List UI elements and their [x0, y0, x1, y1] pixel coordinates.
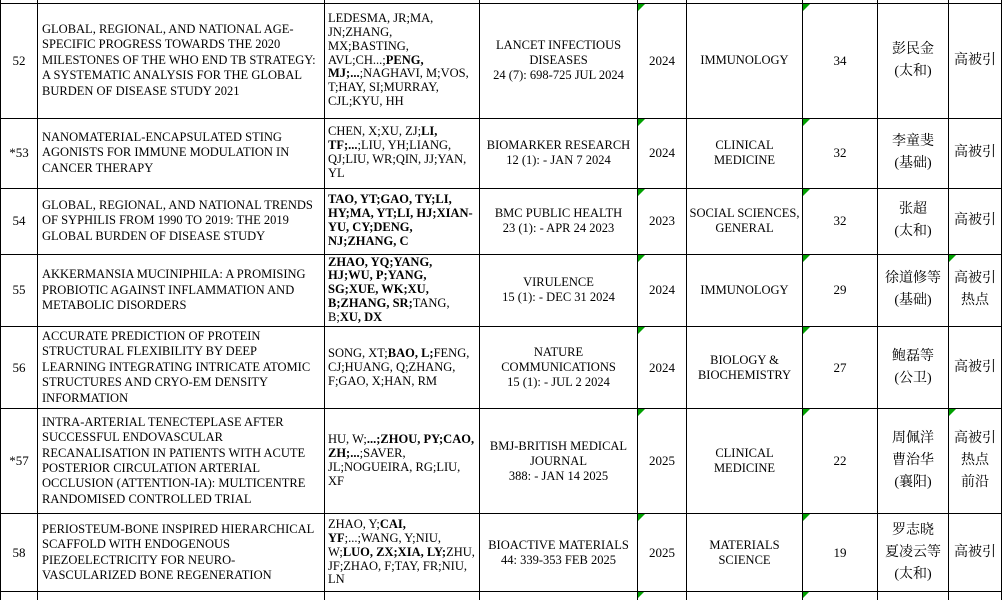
year-cell[interactable]: [638, 3, 687, 118]
journal-issue-info: 44: 339-353 FEB 2025: [501, 552, 616, 567]
row-number-cell[interactable]: [1, 327, 38, 409]
chinese-name-line: 罗志晓: [892, 522, 934, 538]
author-segment: ;...;WANG, Y;NIU, W;: [328, 530, 441, 559]
category-cell[interactable]: [687, 327, 803, 409]
esi-tag-line: 高被引: [954, 145, 996, 160]
author-segment: ;SAVER, JL;NOGUEIRA, RG;LIU, XF: [328, 446, 461, 488]
journal-name: LANCET INFECTIOUS DISEASES: [495, 38, 622, 67]
row-number: 54: [12, 213, 26, 228]
partial-cell: [325, 592, 480, 600]
authors-cell[interactable]: [325, 254, 480, 327]
cell-error-marker-icon: [638, 119, 645, 126]
row-number-cell[interactable]: [1, 3, 38, 118]
partial-cell: [638, 592, 687, 600]
chinese-name-cell[interactable]: [878, 188, 949, 254]
partial-cell: [38, 592, 325, 600]
publication-year: 2025: [649, 544, 675, 560]
chinese-name-cell[interactable]: [878, 118, 949, 188]
partial-cell: [949, 592, 1002, 600]
journal-issue-info: 24 (7): 698-725 JUL 2024: [493, 68, 624, 82]
category-cell[interactable]: [687, 188, 803, 254]
citation-count: 32: [833, 213, 847, 228]
esi-tag-line: 热点: [961, 293, 989, 309]
esi-tag-line: 高被引: [954, 213, 996, 228]
esi-tag-line: 高被引: [954, 544, 996, 560]
row-number: *57: [9, 453, 29, 469]
chinese-name-line: (太和): [894, 63, 932, 79]
author-segment: LEDESMA, JR;MA, JN;ZHANG, MX;BASTING, AVL;CH...;: [328, 10, 434, 67]
subject-category: MATERIALS SCIENCE: [709, 537, 780, 567]
paper-title: GLOBAL, REGIONAL, AND NATIONAL TRENDS OF SYPHILIS FROM 1990 TO 2019: THE 2019 GLOBAL BURDEN OF DISEASE STUDY: [42, 197, 313, 243]
author-segment: SONG, XT;: [328, 345, 388, 360]
chinese-name-line: 曹治华: [892, 453, 934, 469]
subject-category: BIOLOGY & BIOCHEMISTRY: [697, 352, 792, 382]
journal-name: NATURE COMMUNICATIONS: [501, 345, 616, 375]
partial-cell: [1, 592, 38, 600]
row-number-cell[interactable]: [1, 514, 38, 592]
row-number-cell[interactable]: [1, 188, 38, 254]
cell-error-marker-icon: [638, 592, 644, 598]
partial-row: [1, 592, 1002, 600]
chinese-name-line: 夏凌云等: [885, 544, 941, 560]
journal-cell[interactable]: [480, 254, 638, 327]
chinese-name-cell[interactable]: [878, 409, 949, 514]
subject-category: IMMUNOLOGY: [700, 53, 789, 67]
journal-issue-info: 15 (1): - DEC 31 2024: [502, 290, 615, 305]
esi-tag-cell[interactable]: [949, 514, 1002, 592]
cell-error-marker-icon: [638, 4, 645, 11]
cell-error-marker-icon: [803, 4, 810, 11]
author-segment: ...;ZHOU, PY;CAO, ZH;...: [328, 432, 475, 461]
partial-cell: [480, 592, 638, 600]
citations-cell[interactable]: [803, 327, 878, 409]
subject-category: CLINICAL MEDICINE: [713, 446, 776, 476]
journal-cell[interactable]: [480, 188, 638, 254]
journal-cell[interactable]: [480, 3, 638, 118]
cell-error-marker-icon: [803, 189, 810, 196]
title-cell[interactable]: [38, 409, 325, 514]
chinese-name-cell[interactable]: [878, 327, 949, 409]
journal-name: VIRULENCE: [523, 275, 594, 290]
citation-count: 22: [833, 453, 847, 469]
citation-count: 32: [833, 145, 847, 160]
chinese-name-line: (基础): [894, 293, 932, 309]
citation-count: 34: [833, 52, 847, 68]
author-segment: TAO, YT;GAO, TY;LI, HY;MA, YT;LI, HJ;XIAN-YU, CY;DENG, NJ;ZHANG, C: [328, 192, 473, 248]
row-number: 52: [12, 52, 26, 68]
journal-cell[interactable]: [480, 118, 638, 188]
citations-cell[interactable]: [803, 514, 878, 592]
journal-name: BIOACTIVE MATERIALS: [488, 537, 629, 552]
paper-title: GLOBAL, REGIONAL, AND NATIONAL AGE-SPECIFIC PROGRESS TOWARDS THE 2020 MILESTONES OF THE WHO END TB STRATEGY: A SYSTEMATIC ANALYSIS FOR THE GLOBAL BURDEN OF DISEASE STUDY 2021: [42, 21, 316, 98]
publication-year: 2024: [649, 145, 675, 160]
chinese-name-line: 徐道修等: [885, 271, 941, 287]
partial-cell: [687, 592, 803, 600]
cell-error-marker-icon: [638, 514, 645, 521]
cell-error-marker-icon: [949, 255, 956, 262]
cell-error-marker-icon: [803, 327, 810, 334]
table-row: [1, 514, 1002, 592]
title-cell[interactable]: [38, 118, 325, 188]
author-segment: CHEN, X;XU, ZJ;: [328, 124, 422, 139]
author-segment: ;NAGHAVI, M;VOS, T;HAY, SI;MURRAY, CJL;KYU, HH: [328, 66, 469, 109]
category-cell[interactable]: [687, 254, 803, 327]
row-number-cell[interactable]: [1, 118, 38, 188]
cell-error-marker-icon: [638, 409, 645, 416]
table-row: [1, 409, 1002, 514]
category-cell[interactable]: [687, 118, 803, 188]
year-cell[interactable]: [638, 514, 687, 592]
title-cell[interactable]: [38, 3, 325, 118]
esi-tag-cell[interactable]: [949, 188, 1002, 254]
journal-name: BIOMARKER RESEARCH: [486, 138, 631, 152]
table-row: [1, 3, 1002, 118]
title-cell[interactable]: [38, 188, 325, 254]
author-segment: XU, DX: [339, 310, 383, 325]
chinese-name-cell[interactable]: [878, 254, 949, 327]
esi-tag-line: 高被引: [954, 52, 996, 68]
authors-cell[interactable]: [325, 188, 480, 254]
paper-title: AKKERMANSIA MUCINIPHILA: A PROMISING PROBIOTIC AGAINST INFLAMMATION AND METABOLIC DISORDERS: [42, 267, 306, 312]
esi-tag-cell[interactable]: [949, 118, 1002, 188]
category-cell[interactable]: [687, 514, 803, 592]
chinese-name-line: 鲍磊等: [892, 348, 934, 364]
row-number: 56: [12, 359, 26, 375]
title-cell[interactable]: [38, 327, 325, 409]
citations-cell[interactable]: [803, 188, 878, 254]
paper-title: INTRA-ARTERIAL TENECTEPLASE AFTER SUCCESSFUL ENDOVASCULAR RECANALISATION IN PATIENTS WITH ACUTE POSTERIOR CIRCULATION ARTERIAL OCCLUSION (ATTENTION-IA): MULTICENTRE RANDOMISED CONTROLLED TRIAL: [42, 414, 306, 506]
author-segment: BAO, L;: [387, 345, 434, 360]
citations-cell[interactable]: [803, 254, 878, 327]
cell-error-marker-icon: [803, 409, 810, 416]
author-segment: FENG, CJ;HUANG, Q;ZHANG, F;GAO, X;HAN, RM: [328, 345, 470, 388]
esi-tag-cell[interactable]: [949, 254, 1002, 327]
chinese-name-line: (基础): [894, 156, 932, 171]
row-number: 58: [12, 544, 26, 560]
title-cell[interactable]: [38, 254, 325, 327]
row-number-cell[interactable]: [1, 254, 38, 327]
author-segment: ;LIU, YH;LIANG, QJ;LIU, WR;QIN, JJ;YAN, YL: [328, 138, 467, 180]
authors-cell[interactable]: [325, 3, 480, 118]
chinese-name-line: 李童斐: [892, 134, 934, 149]
year-cell[interactable]: [638, 327, 687, 409]
partial-cell: [803, 592, 878, 600]
journal-cell[interactable]: [480, 514, 638, 592]
cell-error-marker-icon: [803, 514, 810, 521]
table-row: [1, 188, 1002, 254]
journal-cell[interactable]: [480, 327, 638, 409]
author-segment: ZHAO, YQ;YANG, HJ;WU, P;YANG, SG;XUE, WK;XU, B;ZHANG, SR;: [328, 254, 433, 311]
journal-issue-info: 15 (1): - JUL 2 2024: [507, 375, 610, 390]
publication-year: 2023: [649, 213, 675, 228]
author-segment: LUO, ZX;XIA, LY;: [342, 544, 447, 559]
journal-issue-info: 388: - JAN 14 2025: [508, 468, 609, 483]
author-segment: TANG, B;: [328, 296, 450, 325]
authors-cell[interactable]: [325, 514, 480, 592]
publication-year: 2024: [649, 282, 675, 298]
table-row: [1, 254, 1002, 327]
chinese-name-line: 周佩洋: [892, 431, 934, 447]
title-cell[interactable]: [38, 514, 325, 592]
citation-count: 19: [833, 544, 847, 560]
row-number: 55: [12, 282, 26, 298]
author-segment: LI, TF;...: [328, 124, 438, 153]
cell-error-marker-icon: [638, 255, 645, 262]
esi-tag-line: 热点: [961, 453, 989, 469]
esi-tag-line: 高被引: [954, 431, 996, 447]
row-number-cell[interactable]: [1, 409, 38, 514]
author-segment: CAI, YF: [328, 516, 406, 545]
author-segment: HU, W;: [328, 432, 367, 447]
chinese-name-line: (襄阳): [894, 475, 932, 491]
citations-cell[interactable]: [803, 3, 878, 118]
journal-issue-info: 23 (1): - APR 24 2023: [502, 221, 615, 235]
cell-error-marker-icon: [638, 327, 645, 334]
year-cell[interactable]: [638, 409, 687, 514]
chinese-name-line: 张超: [899, 202, 927, 217]
esi-tag-cell[interactable]: [949, 3, 1002, 118]
chinese-name-line: (太和): [894, 566, 932, 582]
journal-cell[interactable]: [480, 409, 638, 514]
cell-error-marker-icon: [638, 189, 645, 196]
publication-year: 2024: [649, 52, 675, 68]
publication-year: 2024: [649, 359, 675, 375]
cell-error-marker-icon: [803, 592, 809, 598]
authors-cell[interactable]: [325, 118, 480, 188]
year-cell[interactable]: [638, 118, 687, 188]
paper-title: ACCURATE PREDICTION OF PROTEIN STRUCTURAL FLEXIBILITY BY DEEP LEARNING INTEGRATING INTRICATE ATOMIC STRUCTURES AND CRYO-EM DENSITY INFORMATION: [42, 329, 311, 405]
chinese-name-cell[interactable]: [878, 514, 949, 592]
chinese-name-line: 彭民金: [892, 41, 934, 57]
category-cell[interactable]: [687, 409, 803, 514]
author-segment: ZHU, JF;ZHAO, F;TAY, FR;NIU, LN: [328, 544, 475, 587]
citation-count: 29: [833, 282, 847, 298]
year-cell[interactable]: [638, 188, 687, 254]
journal-name: BMJ-BRITISH MEDICAL JOURNAL: [489, 438, 628, 468]
esi-tag-cell[interactable]: [949, 409, 1002, 514]
author-segment: ZHAO, Y;: [328, 516, 380, 531]
journal-issue-info: 12 (1): - JAN 7 2024: [506, 153, 611, 167]
table-row: [1, 118, 1002, 188]
cell-error-marker-icon: [949, 409, 956, 416]
esi-tag-line: 高被引: [954, 359, 996, 375]
publication-year: 2025: [649, 453, 675, 469]
esi-tag-line: 前沿: [961, 475, 989, 491]
subject-category: CLINICAL MEDICINE: [713, 138, 776, 167]
citation-count: 27: [833, 359, 847, 375]
chinese-name-cell[interactable]: [878, 3, 949, 118]
cell-error-marker-icon: [803, 255, 810, 262]
paper-title: PERIOSTEUM-BONE INSPIRED HIERARCHICAL SCAFFOLD WITH ENDOGENOUS PIEZOELECTRICITY FOR NEURO-VASCULARIZED BONE REGENERATION: [42, 521, 314, 582]
subject-category: SOCIAL SCIENCES, GENERAL: [689, 206, 800, 235]
paper-title: NANOMATERIAL-ENCAPSULATED STING AGONISTS FOR IMMUNE MODULATION IN CANCER THERAPY: [42, 129, 290, 175]
year-cell[interactable]: [638, 254, 687, 327]
cell-error-marker-icon: [803, 119, 810, 126]
authors-cell[interactable]: [325, 327, 480, 409]
table-row: [1, 327, 1002, 409]
author-segment: PENG, MJ;...: [328, 52, 424, 81]
journal-name: BMC PUBLIC HEALTH: [494, 206, 623, 220]
partial-cell: [878, 592, 949, 600]
citations-cell[interactable]: [803, 409, 878, 514]
chinese-name-line: (太和): [894, 224, 932, 239]
row-number: *53: [9, 145, 29, 160]
category-cell[interactable]: [687, 3, 803, 118]
authors-cell[interactable]: [325, 409, 480, 514]
esi-tag-cell[interactable]: [949, 327, 1002, 409]
esi-tag-line: 高被引: [954, 271, 996, 287]
chinese-name-line: (公卫): [894, 370, 932, 386]
citations-cell[interactable]: [803, 118, 878, 188]
subject-category: IMMUNOLOGY: [700, 282, 789, 297]
